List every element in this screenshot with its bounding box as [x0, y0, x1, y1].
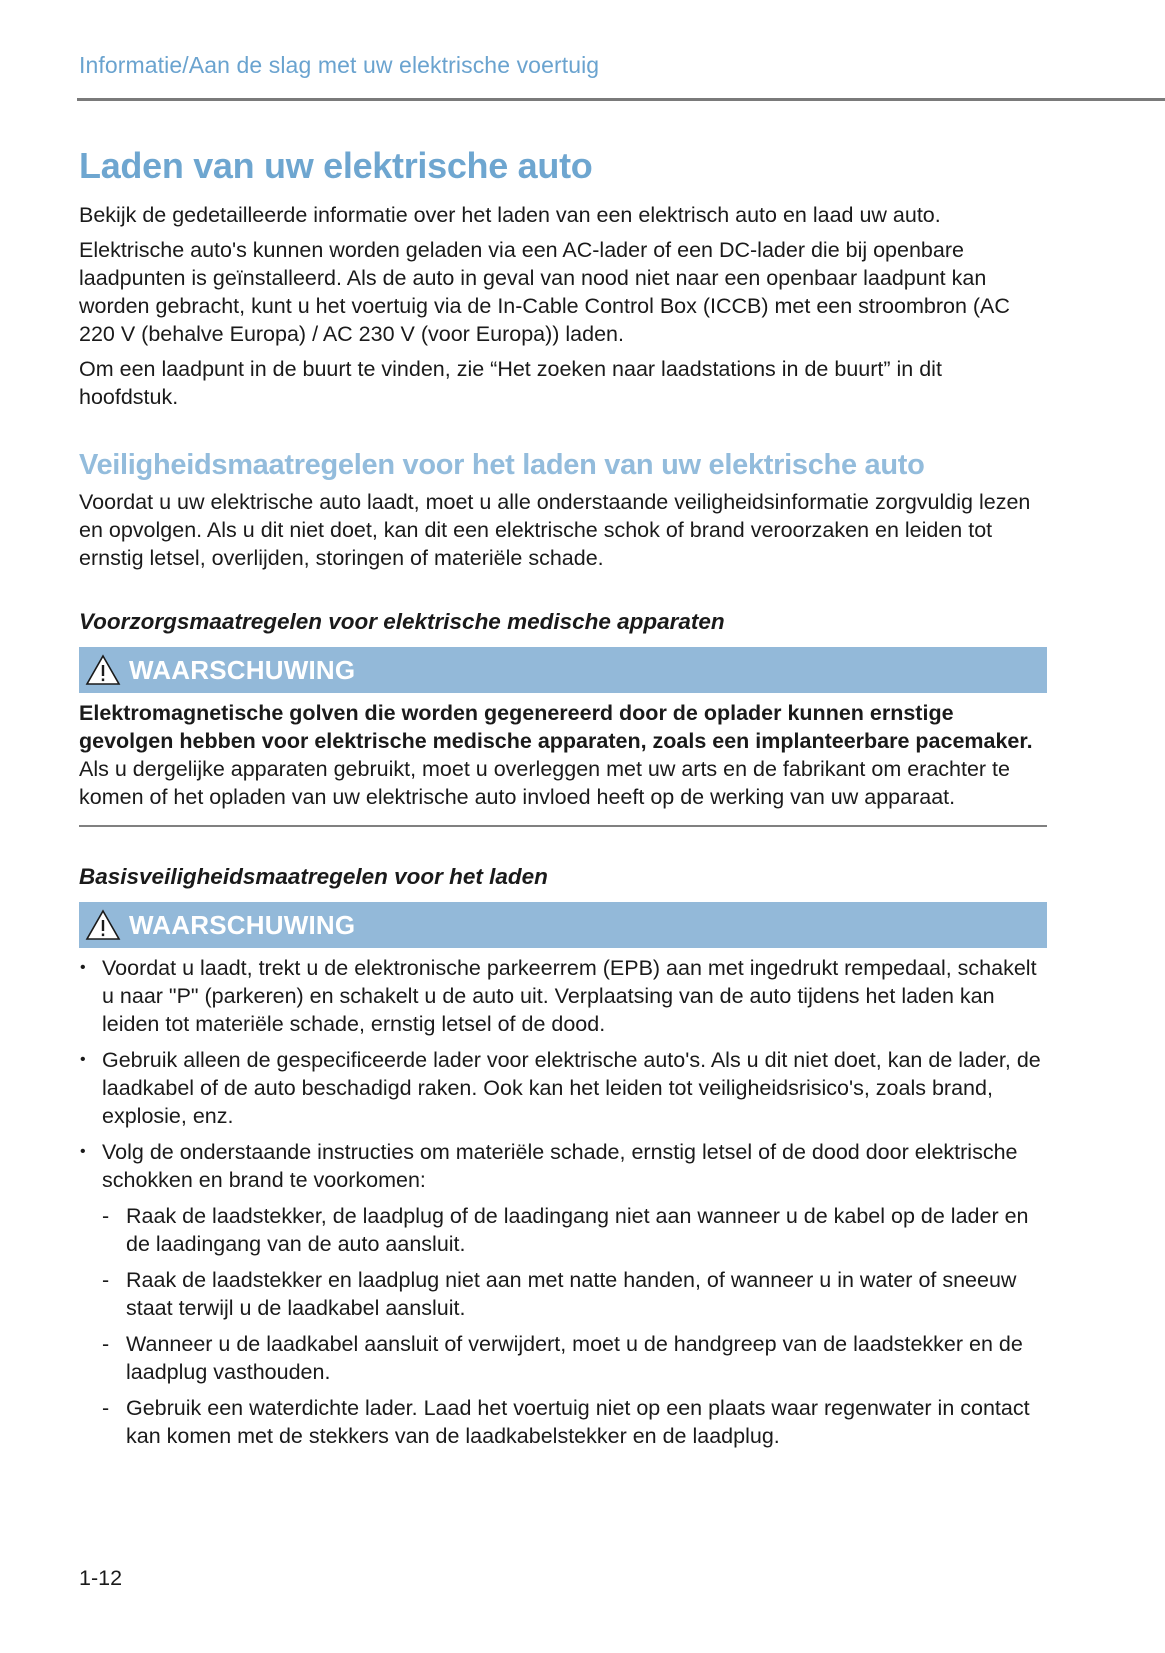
- page-title: Laden van uw elektrische auto: [79, 145, 593, 186]
- dash-icon: -: [102, 1268, 110, 1292]
- warning-label: WAARSCHUWING: [129, 654, 356, 685]
- intro-paragraph: Elektrische auto's kunnen worden geladen via een AC-lader of een DC-lader die bij openbare laadpunten is geïnstalleerd. Als de auto in geval van nood niet naar een openbaar laadpunt kan worden gebracht, kunt u het voertuig via de In-Cable Control Box (ICCB) met een stroombron (AC 220 V (behalve Europa) / AC 230 V (voor Europa)) laden.: [79, 238, 1010, 346]
- warning-triangle-icon: [85, 909, 121, 941]
- header-rule: [77, 98, 1165, 101]
- warning-triangle-icon: [85, 654, 121, 686]
- warning-bar: [79, 647, 1047, 693]
- bullet-icon: •: [80, 959, 86, 976]
- page-number: 1-12: [79, 1566, 123, 1590]
- intro-paragraph: Om een laadpunt in de buurt te vinden, zie “Het zoeken naar laadstations in de buurt” in dit hoofdstuk.: [79, 357, 942, 409]
- list-item: • Volg de onderstaande instructies om materiële schade, ernstig letsel of de dood door elektrische schokken en brand te voorkomen: - Raak de laadstekker, de laadplug of de laadingang niet aan wanneer u de kabel op de lader en de laadingang van de auto aansluit. - Raak de laadstekker en laadplug niet aan met natte handen, of wanneer u in water of sneeuw staat terwijl u de laadkabel aansluit. - Wanneer u de laadkabel aansluit of verwijdert, moet u de handgreep van de laadstekker en de laadplug vasthouden. - Gebruik een waterdichte lader. Laad het voertuig niet op een plaats waar regenwater in contact kan komen met de stekkers van de laadkabelstekker en de laadplug.: [79, 1138, 1047, 1450]
- bullet-list: [79, 954, 1047, 1450]
- intro-paragraph: Bekijk de gedetailleerde informatie over het laden van een elektrisch auto en laad uw auto.: [79, 203, 941, 227]
- breadcrumb: Informatie/Aan de slag met uw elektrische voertuig: [79, 52, 600, 78]
- section-paragraph: Voordat u uw elektrische auto laadt, moet u alle onderstaande veiligheidsinformatie zorgvuldig lezen en opvolgen. Als u dit niet doet, kan dit een elektrische schok of brand veroorzaken en leiden tot ernstig letsel, overlijden, storingen of materiële schade.: [79, 490, 1031, 570]
- bullet-icon: •: [80, 1051, 86, 1068]
- warning-regular-text: Als u dergelijke apparaten gebruikt, moet u overleggen met uw arts en de fabrikant om erachter te komen of het opladen van uw elektrische auto invloed heeft op de werking van uw apparaat.: [79, 757, 1010, 809]
- page-content: [79, 145, 1047, 1458]
- sub-list: [102, 1202, 1047, 1450]
- warning-text: [79, 699, 1047, 811]
- bullet-icon: •: [80, 1143, 86, 1160]
- section-title: Veiligheidsmaatregelen voor het laden van uw elektrische auto: [79, 449, 925, 481]
- dash-icon: -: [102, 1332, 110, 1356]
- sub-list-item: - Raak de laadstekker en laadplug niet aan met natte handen, of wanneer u in water of sneeuw staat terwijl u de laadkabel aansluit.: [102, 1268, 1017, 1320]
- section-divider: [79, 825, 1047, 827]
- list-item: • Gebruik alleen de gespecificeerde lader voor elektrische auto's. Als u dit niet doet, kan de lader, de laadkabel of de auto beschadigd raken. Ook kan het leiden tot veiligheidsrisico's, zoals brand, explosie, enz.: [80, 1048, 1041, 1128]
- subheading-medical: Voorzorgsmaatregelen voor elektrische medische apparaten: [79, 609, 725, 634]
- sub-list-item: - Raak de laadstekker, de laadplug of de laadingang niet aan wanneer u de kabel op de lader en de laadingang van de auto aansluit.: [102, 1204, 1029, 1256]
- sub-list-item: - Gebruik een waterdichte lader. Laad het voertuig niet op een plaats waar regenwater in contact kan komen met de stekkers van de laadkabelstekker en de laadplug.: [102, 1396, 1030, 1448]
- warning-bar: [79, 902, 1047, 948]
- subheading-basic: Basisveiligheidsmaatregelen voor het laden: [79, 864, 548, 889]
- dash-icon: -: [102, 1204, 110, 1228]
- warning-bold-text: Elektromagnetische golven die worden gegenereerd door de oplader kunnen ernstige gevolgen hebben voor elektrische medische apparaten, zoals een implanteerbare pacemaker.: [79, 701, 1033, 753]
- dash-icon: -: [102, 1396, 110, 1420]
- sub-list-item: - Wanneer u de laadkabel aansluit of verwijdert, moet u de handgreep van de laadstekker en de laadplug vasthouden.: [102, 1332, 1023, 1384]
- warning-label: WAARSCHUWING: [129, 909, 356, 940]
- list-item: • Voordat u laadt, trekt u de elektronische parkeerrem (EPB) aan met ingedrukt rempedaal, schakelt u naar "P" (parkeren) en schakelt u de auto uit. Verplaatsing van de auto tijdens het laden kan leiden tot materiële schade, ernstig letsel of de dood.: [80, 956, 1037, 1036]
